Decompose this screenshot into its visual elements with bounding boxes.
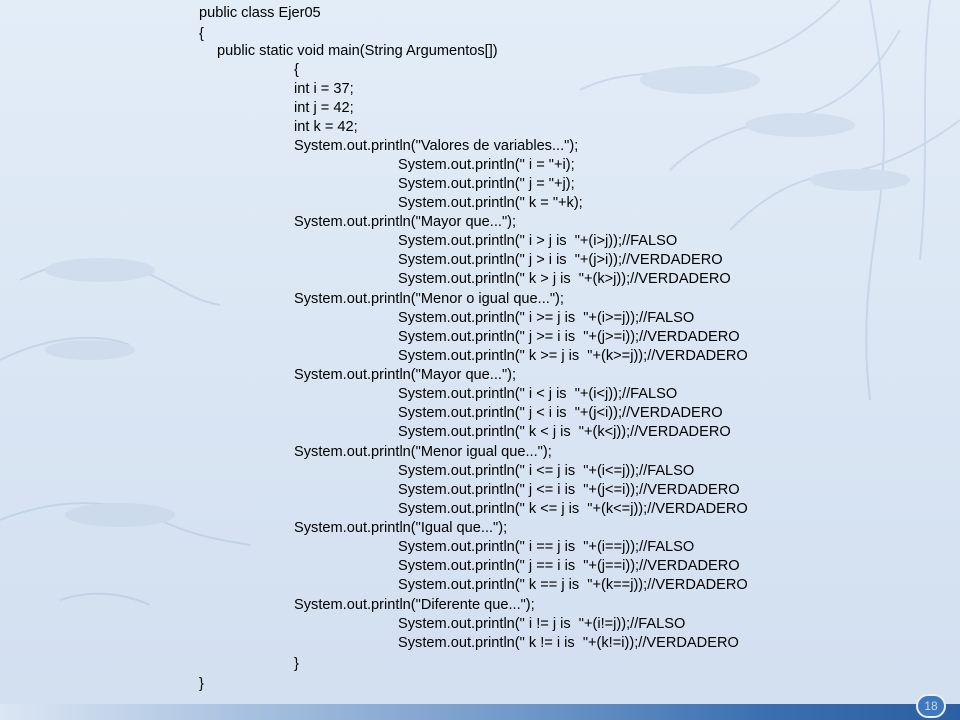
code-line: System.out.println("Diferente que..."); bbox=[294, 597, 535, 613]
code-line: System.out.println(" i = "+i); bbox=[398, 157, 575, 173]
code-line: System.out.println(" j >= i is "+(j>=i));//VERDADERO bbox=[398, 329, 740, 345]
footer-bar bbox=[0, 704, 960, 720]
code-line: System.out.println(" j = "+j); bbox=[398, 176, 575, 192]
code-line: { bbox=[294, 62, 299, 78]
code-line: int i = 37; bbox=[294, 81, 354, 97]
code-line: System.out.println(" j < i is "+(j<i));//VERDADERO bbox=[398, 405, 723, 421]
code-line: System.out.println(" i != j is "+(i!=j));//FALSO bbox=[398, 616, 686, 632]
code-line: System.out.println(" i < j is "+(i<j));//FALSO bbox=[398, 386, 678, 402]
code-line: System.out.println("Menor o igual que..."); bbox=[294, 291, 564, 307]
code-line: } bbox=[199, 676, 204, 692]
code-line: int k = 42; bbox=[294, 119, 358, 135]
code-line: System.out.println(" k <= j is "+(k<=j));//VERDADERO bbox=[398, 501, 748, 517]
code-line: System.out.println(" i > j is "+(i>j));//FALSO bbox=[398, 233, 678, 249]
code-line: { bbox=[199, 26, 204, 42]
code-line: System.out.println(" k >= j is "+(k>=j));//VERDADERO bbox=[398, 348, 748, 364]
code-line: System.out.println("Valores de variables..."); bbox=[294, 138, 579, 154]
code-line: System.out.println("Mayor que..."); bbox=[294, 367, 517, 383]
page-number-badge: 18 bbox=[916, 694, 946, 718]
code-line: System.out.println(" k == j is "+(k==j));//VERDADERO bbox=[398, 577, 748, 593]
code-line: System.out.println(" j > i is "+(j>i));//VERDADERO bbox=[398, 252, 723, 268]
code-line: System.out.println(" k != i is "+(k!=i));//VERDADERO bbox=[398, 635, 739, 651]
code-line: System.out.println(" j <= i is "+(j<=i));//VERDADERO bbox=[398, 482, 740, 498]
code-line: System.out.println(" i <= j is "+(i<=j));//FALSO bbox=[398, 463, 695, 479]
code-line: System.out.println(" i == j is "+(i==j));//FALSO bbox=[398, 539, 695, 555]
code-line: System.out.println("Mayor que..."); bbox=[294, 214, 517, 230]
code-line: System.out.println("Igual que..."); bbox=[294, 520, 508, 536]
code-line: System.out.println("Menor igual que..."); bbox=[294, 444, 552, 460]
code-line: } bbox=[294, 656, 299, 672]
code-line: System.out.println(" j == i is "+(j==i));//VERDADERO bbox=[398, 558, 740, 574]
code-line: public static void main(String Argumentos[]) bbox=[217, 43, 498, 59]
code-line: int j = 42; bbox=[294, 100, 354, 116]
code-line: System.out.println(" k < j is "+(k<j));//VERDADERO bbox=[398, 424, 731, 440]
code-line: System.out.println(" i >= j is "+(i>=j));//FALSO bbox=[398, 310, 695, 326]
code-line: System.out.println(" k = "+k); bbox=[398, 195, 583, 211]
code-line: System.out.println(" k > j is "+(k>j));//VERDADERO bbox=[398, 271, 731, 287]
code-line: public class Ejer05 bbox=[199, 5, 321, 21]
